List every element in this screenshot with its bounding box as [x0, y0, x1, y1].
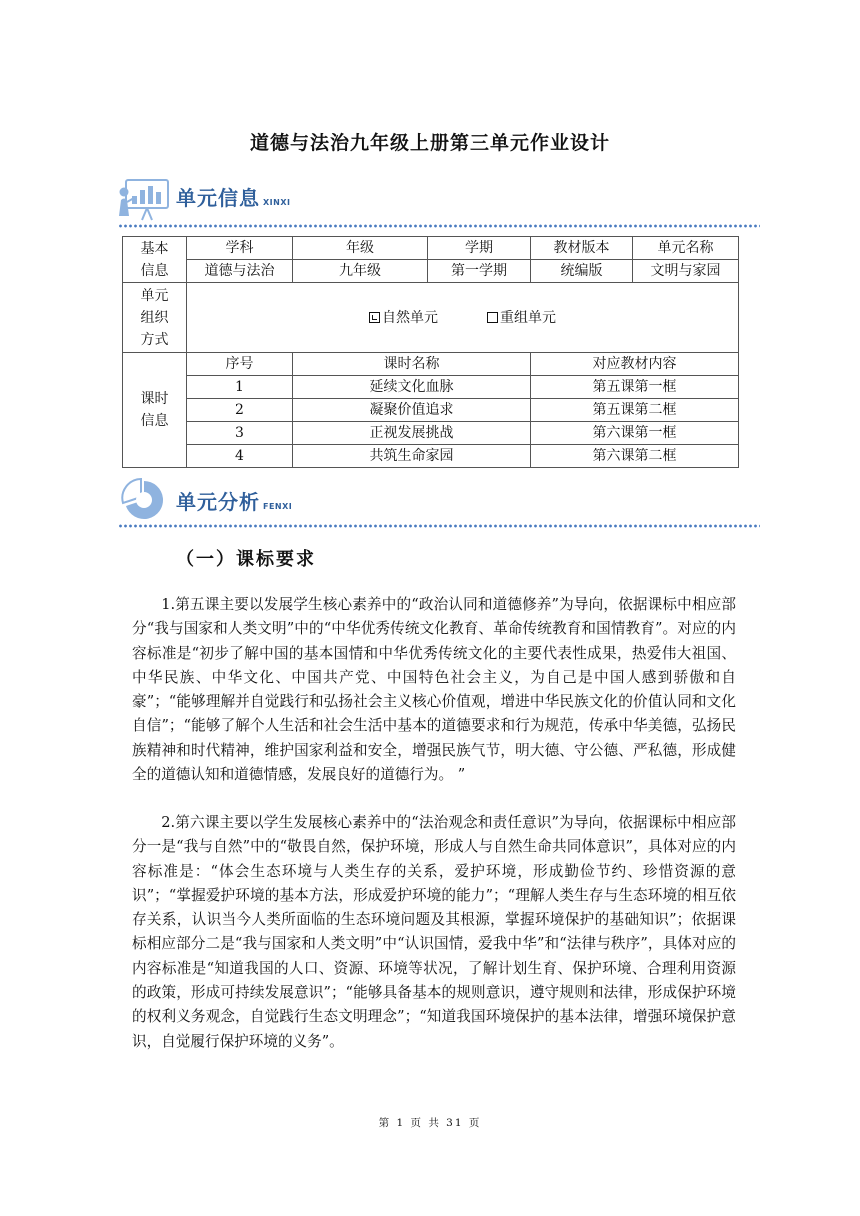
- table-row: [123, 260, 739, 283]
- value-cell: 道德与法治: [187, 260, 293, 283]
- dotted-divider: [118, 224, 760, 228]
- label-line: 方式: [140, 331, 169, 348]
- option-label: 重组单元: [499, 309, 556, 326]
- dotted-divider: [118, 524, 760, 528]
- lesson-content: 第五课第二框: [531, 399, 739, 422]
- unchecked-box-icon[interactable]: [487, 312, 498, 323]
- value-cell: 统编版: [531, 260, 633, 283]
- value-cell: 文明与家园: [633, 260, 739, 283]
- section-title-unit-analysis: [176, 486, 292, 515]
- table-row: [123, 399, 739, 422]
- value-cell: 九年级: [293, 260, 428, 283]
- lesson-name: 凝聚价值追求: [293, 399, 531, 422]
- section-title-text: 单元分析: [176, 490, 260, 514]
- header-cell: 年级: [293, 237, 428, 260]
- header-cell: 对应教材内容: [531, 353, 739, 376]
- lesson-content: 第五课第一框: [531, 376, 739, 399]
- lesson-info-label: [123, 353, 187, 468]
- table-row: [123, 422, 739, 445]
- header-cell: 学科: [187, 237, 293, 260]
- label-line: 组织: [140, 309, 169, 326]
- lesson-number: 3: [187, 422, 293, 445]
- label-line: 信息: [140, 262, 169, 279]
- table-row: [123, 283, 739, 353]
- option-label: 自然单元: [382, 309, 439, 326]
- unit-info-table: [122, 236, 739, 468]
- section-banner-unit-analysis: [118, 478, 760, 530]
- basic-info-label: [123, 237, 187, 283]
- section-title-unit-info: [176, 182, 290, 211]
- checked-box-icon[interactable]: [369, 312, 380, 323]
- page-number: 第 1 页 共 31 页: [378, 1117, 482, 1129]
- label-line: 信息: [140, 413, 169, 429]
- presentation-board-icon: [118, 178, 170, 222]
- lesson-name: 延续文化血脉: [293, 376, 531, 399]
- section-title-text: 单元信息: [176, 186, 260, 210]
- section-subtitle: XINXI: [263, 198, 291, 207]
- org-method-options: [187, 283, 739, 353]
- lesson-name: 共筑生命家园: [293, 445, 531, 468]
- lesson-number: 1: [187, 376, 293, 399]
- subsection-heading: （一）课标要求: [176, 549, 316, 570]
- regrouped-unit-option[interactable]: [487, 310, 556, 326]
- label-line: 课时: [140, 391, 169, 407]
- value-cell: 第一学期: [428, 260, 531, 283]
- header-cell: 课时名称: [293, 353, 531, 376]
- section-subtitle: FENXI: [263, 502, 293, 511]
- lesson-content: 第六课第二框: [531, 445, 739, 468]
- label-line: 基本: [140, 240, 169, 257]
- lesson-number: 2: [187, 399, 293, 422]
- section-banner-unit-info: [118, 178, 760, 230]
- paragraph-2: 2.第六课主要以学生发展核心素养中的“法治观念和责任意识”为导向，依据课标中相应部分一是“我与自然”中的“敬畏自然，保护环境，形成人与自然生命共同体意识”，具体对应的内容标准是：“体会生态环境与人类生存的关系，爱护环境，形成勤俭节约、珍惜资源的意识”；“掌握爱护环境的基本方法，形成爱护环境的能力”；“理解人类生存与生态环境的相互依存关系，认识当今人类所面临的生态环境问题及其根源，掌握环境保护的基础知识”；依据课标相应部分二是“我与国家和人类文明”中“认识国情，爱我中华”和“法律与秩序”，具体对应的内容标准是“知道我国的人口、资源、环境等状况，了解计划生育、保护环境、合理利用资源的政策，形成可持续发展意识”；“能够具备基本的规则意识，遵守规则和法律，形成保护环境的权利义务观念，自觉践行生态文明理念”；“知道我国环境保护的基本法律，增强环境保护意识，自觉履行保护环境的义务”。: [132, 814, 736, 1050]
- header-cell: 教材版本: [531, 237, 633, 260]
- document-title: 道德与法治九年级上册第三单元作业设计: [249, 132, 610, 154]
- org-method-label: [123, 283, 187, 353]
- natural-unit-option[interactable]: [369, 310, 442, 326]
- header-cell: 序号: [187, 353, 293, 376]
- header-cell: 学期: [428, 237, 531, 260]
- lesson-name: 正视发展挑战: [293, 422, 531, 445]
- paragraph-1: 1.第五课主要以发展学生核心素养中的“政治认同和道德修养”为导向，依据课标中相应部分“我与国家和人类文明”中的“中华优秀传统文化教育、革命传统教育和国情教育”。对应的内容标准是“初步了解中国的基本国情和中华优秀传统文化的主要代表性成果，热爱伟大祖国、中华民族、中华文化、中国共产党、中国特色社会主义，为自己是中国人感到骄傲和自豪”；“能够理解并自觉践行和弘扬社会主义核心价值观，增进中华民族文化的价值认同和文化自信”；“能够了解个人生活和社会生活中基本的道德要求和行为规范，传承中华美德，弘扬民族精神和时代精神，维护国家利益和安全，增强民族气节，明大德、守公德、严私德，形成健全的道德认知和道德情感，发展良好的道德行为。 ”: [132, 596, 736, 784]
- lesson-number: 4: [187, 445, 293, 468]
- table-row: [123, 237, 739, 260]
- header-cell: 单元名称: [633, 237, 739, 260]
- label-line: 单元: [140, 287, 169, 304]
- table-row: [123, 445, 739, 468]
- table-row: [123, 376, 739, 399]
- table-row: [123, 353, 739, 376]
- lesson-content: 第六课第一框: [531, 422, 739, 445]
- pie-chart-icon: [118, 478, 170, 522]
